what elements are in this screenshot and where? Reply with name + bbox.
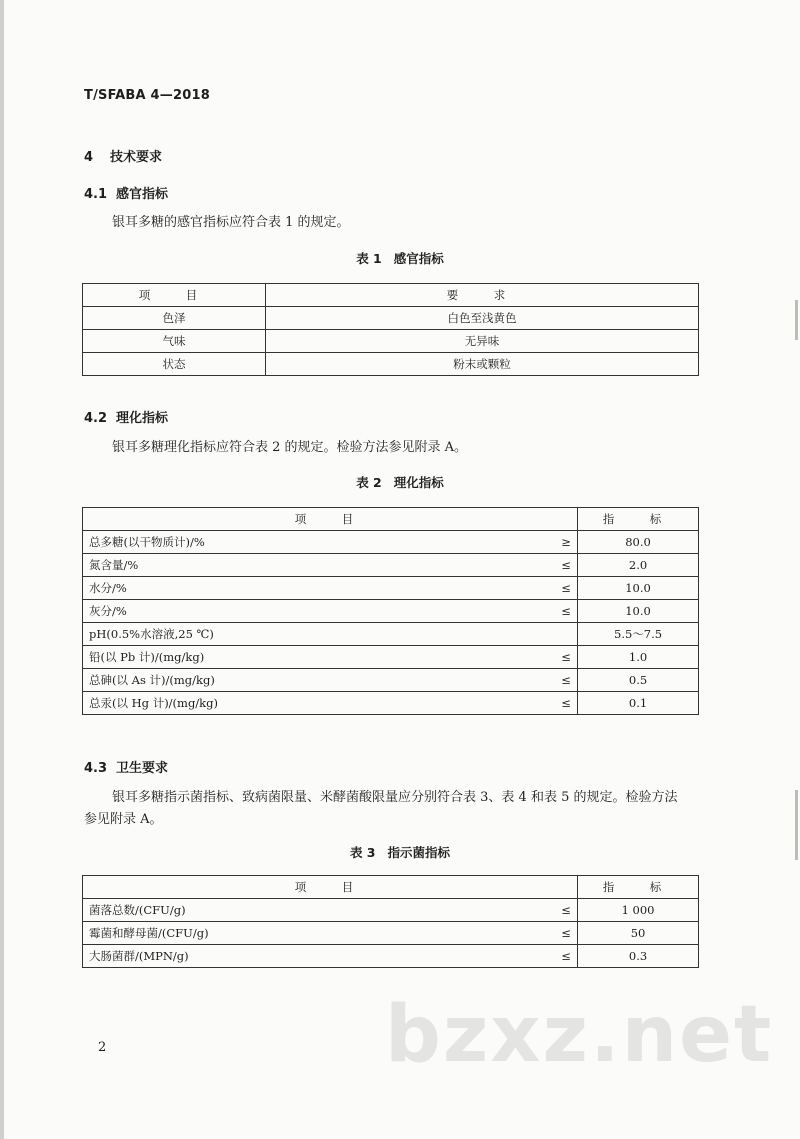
table-1-sensory xyxy=(82,283,699,376)
section-number: 4.3 xyxy=(84,761,108,776)
section-title: 卫生要求 xyxy=(116,761,169,776)
table-3-caption: 表 3 指示菌指标 xyxy=(349,845,451,860)
section-4-2-heading xyxy=(84,407,168,426)
section-number: 4 xyxy=(84,150,94,165)
column-header: 指 标 xyxy=(578,876,699,899)
table-1-caption: 表 1 感官指标 xyxy=(356,251,444,266)
table-row: 氮含量/% ≤ 2.0 xyxy=(83,554,699,577)
section-number: 4.2 xyxy=(84,411,108,426)
standard-code: T/SFABA 4—2018 xyxy=(84,88,210,103)
watermark: bzxz.net xyxy=(385,990,774,1080)
table-row: 状态 粉末或颗粒 xyxy=(83,353,699,376)
section-4-3-heading xyxy=(84,757,168,776)
column-header: 要 求 xyxy=(266,284,699,307)
scan-edge xyxy=(0,0,4,1139)
page-number: 2 xyxy=(98,1040,107,1055)
section-4-heading xyxy=(84,146,162,165)
table-row: 灰分/% ≤ 10.0 xyxy=(83,600,699,623)
table-header-row xyxy=(83,284,699,307)
column-header: 项 目 xyxy=(83,508,578,531)
table-row: 铅(以 Pb 计)/(mg/kg) ≤ 1.0 xyxy=(83,646,699,669)
column-header: 项 目 xyxy=(83,876,578,899)
scan-mark xyxy=(795,300,798,340)
table-row: 总汞(以 Hg 计)/(mg/kg) ≤ 0.1 xyxy=(83,692,699,715)
table-2-caption: 表 2 理化指标 xyxy=(356,475,444,490)
table-row: 霉菌和酵母菌/(CFU/g) ≤ 50 xyxy=(83,922,699,945)
table-row: 总砷(以 As 计)/(mg/kg) ≤ 0.5 xyxy=(83,669,699,692)
table-row: pH(0.5%水溶液,25 ℃) 5.5～7.5 xyxy=(83,623,699,646)
table-header-row xyxy=(83,876,699,899)
section-4-3-paragraph: 银耳多糖指示菌指标、致病菌限量、米酵菌酸限量应分别符合表 3、表 4 和表 5 的规定。检验方法 xyxy=(112,790,678,805)
section-title: 感官指标 xyxy=(116,187,169,202)
section-4-1-paragraph: 银耳多糖的感官指标应符合表 1 的规定。 xyxy=(112,215,350,230)
section-4-3-paragraph-cont: 参见附录 A。 xyxy=(84,812,163,827)
section-4-1-heading xyxy=(84,183,168,202)
table-row: 气味 无异味 xyxy=(83,330,699,353)
table-row: 总多糖(以干物质计)/% ≥ 80.0 xyxy=(83,531,699,554)
table-3-indicator-bacteria xyxy=(82,875,699,968)
table-row: 大肠菌群/(MPN/g) ≤ 0.3 xyxy=(83,945,699,968)
section-4-2-paragraph: 银耳多糖理化指标应符合表 2 的规定。检验方法参见附录 A。 xyxy=(112,440,468,455)
section-title: 理化指标 xyxy=(116,411,169,426)
table-header-row xyxy=(83,508,699,531)
column-header: 项 目 xyxy=(83,284,266,307)
table-row: 色泽 白色至浅黄色 xyxy=(83,307,699,330)
table-row: 菌落总数/(CFU/g) ≤ 1 000 xyxy=(83,899,699,922)
section-number: 4.1 xyxy=(84,187,108,202)
column-header: 指 标 xyxy=(578,508,699,531)
table-row: 水分/% ≤ 10.0 xyxy=(83,577,699,600)
table-2-physicochemical xyxy=(82,507,699,715)
section-title: 技术要求 xyxy=(110,150,163,165)
